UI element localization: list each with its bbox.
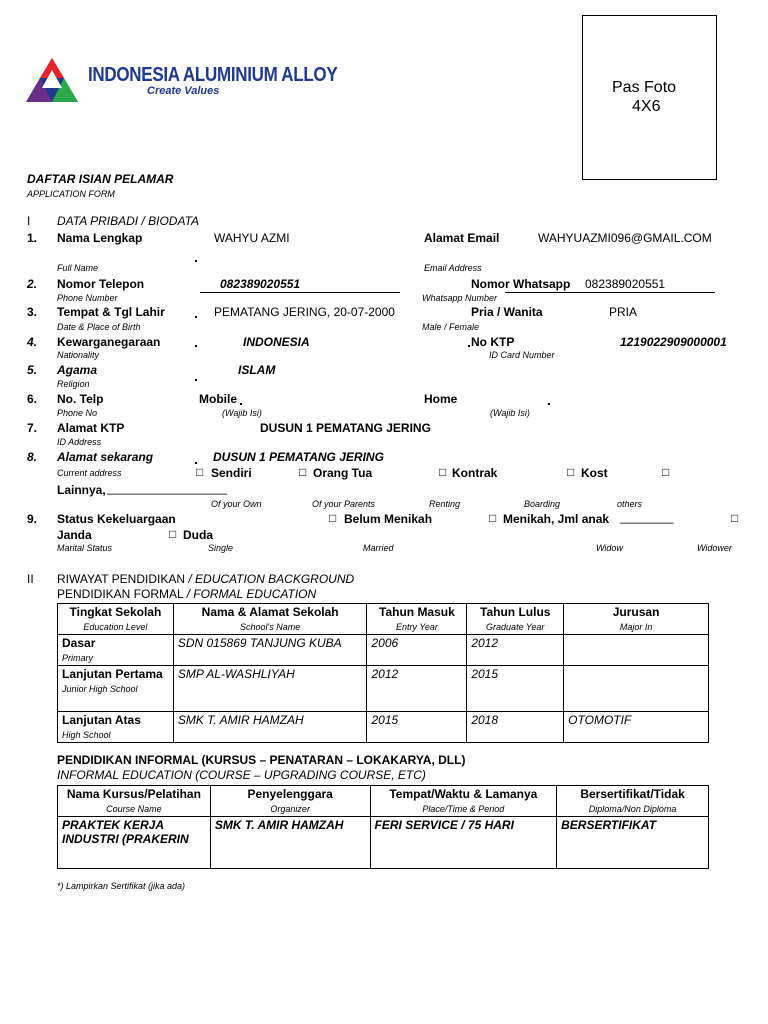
whatsapp-value[interactable]: 082389020551 [585, 277, 666, 291]
dot-mark [548, 403, 550, 405]
name-value[interactable]: WAHYU AZMI [214, 231, 290, 245]
email-sublabel: Email Address [424, 263, 482, 273]
option-widow: Janda [57, 528, 92, 542]
cert-cell[interactable]: BERSERTIFIKAT [557, 817, 709, 869]
ktp-label: No KTP [471, 335, 515, 349]
col-level-header: Tingkat Sekolah Education Level [58, 604, 174, 635]
col-cert-header: Bersertifikat/Tidak Diploma/Non Diploma [557, 786, 709, 817]
option-widower: Duda [183, 528, 213, 542]
row1-number: 1. [27, 231, 38, 245]
ktp-address-sublabel: ID Address [57, 437, 102, 447]
gender-sublabel: Male / Female [422, 322, 480, 332]
entry-cell[interactable]: 2015 [367, 712, 467, 743]
checkbox-own[interactable]: □ [196, 465, 204, 479]
level-cell: Lanjutan Pertama Junior High School [58, 666, 174, 712]
phone-sublabel: Phone Number [57, 293, 118, 303]
company-name: INDONESIA ALUMINIUM ALLOY [88, 63, 338, 86]
photo-size: 4X6 [632, 98, 661, 115]
table-row [58, 817, 709, 869]
place-cell[interactable]: FERI SERVICE / 75 HARI [370, 817, 557, 869]
row4-number: 4. [27, 335, 38, 349]
current-address-sublabel: Current address [57, 468, 122, 478]
home-required-note: (Wajib Isi) [490, 408, 530, 418]
religion-sublabel: Religion [57, 379, 90, 389]
photo-label: Pas Foto [612, 79, 677, 96]
section2-number: II [27, 572, 34, 586]
col-course-header: Nama Kursus/Pelatihan Course Name [58, 786, 211, 817]
dot-mark [468, 345, 470, 347]
row2-number: 2. [27, 277, 38, 291]
formal-title [57, 587, 316, 601]
level-cell: Lanjutan Atas High School [58, 712, 174, 743]
checkbox-widower[interactable]: □ [169, 527, 177, 541]
table-header-row [58, 604, 709, 635]
table-row [58, 666, 709, 712]
sub-married: Married [363, 543, 394, 553]
row3-number: 3. [27, 305, 38, 319]
course-cell[interactable]: PRAKTEK KERJA INDUSTRI (PRAKERIN [58, 817, 211, 869]
col-major-header: Jurusan Major In [564, 604, 709, 635]
school-cell[interactable]: SDN 015869 TANJUNG KUBA [173, 635, 367, 666]
major-cell[interactable]: OTOMOTIF [564, 712, 709, 743]
formal-title-en: / FORMAL EDUCATION [186, 587, 317, 601]
form-title: DAFTAR ISIAN PELAMAR [27, 172, 174, 186]
col-school-header: Nama & Alamat Sekolah School's Name [173, 604, 367, 635]
school-cell[interactable]: SMP AL-WASHLIYAH [173, 666, 367, 712]
dot-mark [195, 462, 197, 464]
option-other-blank[interactable]: __________________ [107, 481, 228, 495]
option-boarding: Kost [581, 466, 608, 480]
major-cell[interactable] [564, 666, 709, 712]
grad-cell[interactable]: 2015 [467, 666, 564, 712]
level-cell: Dasar Primary [58, 635, 174, 666]
section2-title-en: / EDUCATION BACKGROUND [188, 572, 355, 586]
section1-title: DATA PRIBADI / BIODATA [57, 214, 200, 228]
sub-own: Of your Own [211, 499, 262, 509]
section2-title-id: RIWAYAT PENDIDIKAN [57, 572, 186, 586]
mobile-label: Mobile [199, 392, 237, 406]
birth-value[interactable]: PEMATANG JERING, 20-07-2000 [214, 305, 395, 319]
name-sublabel: Full Name [57, 263, 99, 273]
entry-cell[interactable]: 2012 [367, 666, 467, 712]
dot-mark [195, 260, 197, 262]
sub-single: Single [208, 543, 234, 553]
checkbox-other[interactable]: □ [662, 465, 670, 479]
religion-value[interactable]: ISLAM [238, 363, 276, 377]
row9-number: 9. [27, 512, 38, 526]
marital-label: Status Kekeluargaan [57, 512, 176, 526]
gender-label: Pria / Wanita [471, 305, 543, 319]
checkbox-single[interactable]: □ [329, 511, 337, 525]
whatsapp-label: Nomor Whatsapp [471, 277, 571, 291]
formal-education-table [57, 603, 709, 743]
ktp-address-value[interactable]: DUSUN 1 PEMATANG JERING [260, 421, 431, 435]
email-label: Alamat Email [424, 231, 500, 245]
col-place-header: Tempat/Waktu & Lamanya Place/Time & Period [370, 786, 557, 817]
informal-title-en: INFORMAL EDUCATION (COURSE – UPGRADING COURSE, ETC) [57, 768, 426, 782]
row8-number: 8. [27, 450, 38, 464]
ktp-value[interactable]: 1219022909000001 [620, 335, 727, 349]
checkbox-rent[interactable]: □ [439, 465, 447, 479]
nationality-value[interactable]: INDONESIA [243, 335, 310, 349]
entry-cell[interactable]: 2006 [367, 635, 467, 666]
marital-sublabel: Marital Status [57, 543, 113, 553]
ktp-address-label: Alamat KTP [57, 421, 125, 435]
current-address-label: Alamat sekarang [57, 450, 154, 464]
school-cell[interactable]: SMK T. AMIR HAMZAH [173, 712, 367, 743]
col-entry-header: Tahun Masuk Entry Year [367, 604, 467, 635]
birth-sublabel: Date & Place of Birth [57, 322, 141, 332]
checkbox-widow[interactable]: □ [731, 511, 739, 525]
sub-boarding: Boarding [524, 499, 561, 509]
company-logo [24, 56, 80, 106]
row5-number: 5. [27, 363, 38, 377]
grad-cell[interactable]: 2018 [467, 712, 564, 743]
telp-label: No. Telp [57, 392, 104, 406]
email-value[interactable]: WAHYUAZMI096@GMAIL.COM [538, 231, 712, 245]
section2-title [57, 572, 354, 586]
children-blank[interactable]: ________ [620, 510, 674, 524]
checkbox-boarding[interactable]: □ [567, 465, 575, 479]
sub-widow: Widow [596, 543, 623, 553]
whatsapp-underline [505, 292, 715, 293]
logo-triangle-icon [24, 56, 80, 106]
grad-cell[interactable]: 2012 [467, 635, 564, 666]
name-label: Nama Lengkap [57, 231, 143, 245]
section1-number: I [27, 214, 31, 228]
sub-parents: Of your Parents [312, 499, 376, 509]
sub-widower: Widower [697, 543, 732, 553]
informal-education-table [57, 785, 709, 869]
col-organizer-header: Penyelenggara Organizer [210, 786, 370, 817]
table-row [58, 635, 709, 666]
gender-value[interactable]: PRIA [609, 305, 638, 319]
major-cell[interactable] [564, 635, 709, 666]
option-other: Lainnya, [57, 483, 106, 497]
whatsapp-sublabel: Whatsapp Number [422, 293, 498, 303]
option-own: Sendiri [211, 466, 252, 480]
option-single: Belum Menikah [344, 512, 433, 526]
checkbox-married[interactable]: □ [489, 511, 497, 525]
table-header-row [58, 786, 709, 817]
sub-other: others [617, 499, 643, 509]
ktp-sublabel: ID Card Number [489, 350, 555, 360]
birth-label: Tempat & Tgl Lahir [57, 305, 165, 319]
row7-number: 7. [27, 421, 38, 435]
informal-title: PENDIDIKAN INFORMAL (KURSUS – PENATARAN – LOKAKARYA, DLL) [57, 753, 466, 767]
dot-mark [195, 379, 197, 381]
organizer-cell[interactable]: SMK T. AMIR HAMZAH [210, 817, 370, 869]
formal-title-id: PENDIDIKAN FORMAL [57, 587, 184, 601]
telp-sublabel: Phone No [57, 408, 98, 418]
nationality-sublabel: Nationality [57, 350, 100, 360]
nationality-label: Kewarganegaraan [57, 335, 161, 349]
phone-value[interactable]: 082389020551 [220, 277, 301, 291]
footnote: *) Lampirkan Sertifikat (jika ada) [57, 881, 186, 891]
current-address-value[interactable]: DUSUN 1 PEMATANG JERING [213, 450, 384, 464]
dot-mark [195, 345, 197, 347]
home-label: Home [424, 392, 458, 406]
table-row [58, 712, 709, 743]
checkbox-parents[interactable]: □ [299, 465, 307, 479]
option-rent: Kontrak [452, 466, 498, 480]
religion-label: Agama [57, 363, 98, 377]
dot-mark [195, 316, 197, 318]
row6-number: 6. [27, 392, 38, 406]
sub-rent: Renting [429, 499, 461, 509]
form-subtitle: APPLICATION FORM [27, 189, 115, 199]
dot-mark [240, 403, 242, 405]
col-grad-header: Tahun Lulus Graduate Year [467, 604, 564, 635]
phone-underline [200, 292, 400, 293]
phone-label: Nomor Telepon [57, 277, 145, 291]
option-parents: Orang Tua [313, 466, 373, 480]
company-tagline: Create Values [147, 85, 220, 97]
mobile-required-note: (Wajib Isi) [222, 408, 262, 418]
option-married: Menikah, Jml anak [503, 512, 610, 526]
